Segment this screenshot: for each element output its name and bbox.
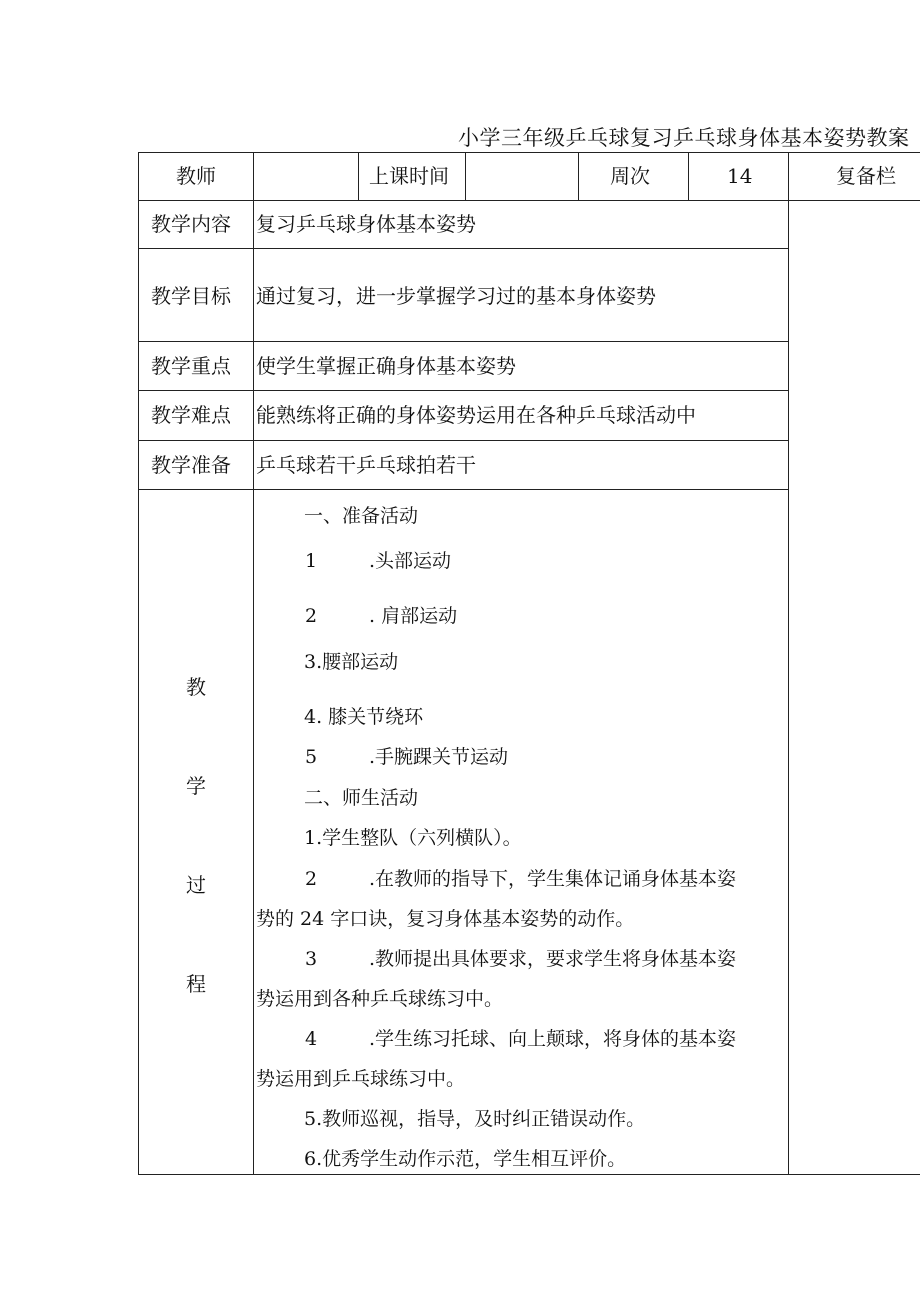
rule-label-col <box>253 152 254 1175</box>
rule-content-bottom <box>138 248 788 249</box>
activity-step <box>275 947 736 971</box>
item-number: 2 <box>305 868 318 890</box>
key-point-label: 教学重点 <box>151 354 231 378</box>
rule-left <box>138 152 139 1175</box>
process-label-char: 过 <box>186 873 206 897</box>
activity-step-continued: 势的 24 字口诀，复习身体基本姿势的动作。 <box>256 908 635 930</box>
rule-week-label <box>688 152 689 200</box>
process-label-char: 学 <box>186 774 206 798</box>
goal-label: 教学目标 <box>151 284 231 308</box>
rule-goal-bottom <box>138 341 788 342</box>
warmup-item <box>275 604 457 628</box>
item-number: 3 <box>305 948 318 970</box>
review-column-label: 复备栏 <box>836 164 896 188</box>
lesson-plan-table <box>138 152 920 1175</box>
activity-step <box>275 867 736 891</box>
preparation-label: 教学准备 <box>151 453 231 477</box>
week-label: 周次 <box>610 164 650 188</box>
rule-key-bottom <box>138 390 788 391</box>
week-value: 14 <box>727 164 753 188</box>
document-title: 小学三年级乒乓球复习乒乓球身体基本姿势教案 <box>458 126 910 150</box>
rule-header-bottom <box>138 200 920 201</box>
activity-step <box>275 1027 736 1051</box>
difficulty-value: 能熟练将正确的身体姿势运用在各种乒乓球活动中 <box>256 403 696 427</box>
rule-time-label <box>465 152 466 200</box>
activity-step: 5.教师巡视，指导，及时纠正错误动作。 <box>304 1108 646 1130</box>
preparation-value: 乒乓球若干乒乓球拍若干 <box>256 453 476 477</box>
warmup-item <box>275 549 451 573</box>
item-number: 2 <box>305 605 318 627</box>
key-point-value: 使学生掌握正确身体基本姿势 <box>256 354 516 378</box>
teacher-label: 教师 <box>176 164 216 188</box>
warmup-item <box>275 745 508 769</box>
item-number: 1 <box>305 550 318 572</box>
warmup-item: 3.腰部运动 <box>304 651 399 673</box>
process-label-char: 教 <box>186 675 206 699</box>
difficulty-label: 教学难点 <box>151 403 231 427</box>
item-text: .在教师的指导下，学生集体记诵身体基本姿 <box>369 868 737 890</box>
content-label: 教学内容 <box>151 212 231 236</box>
warmup-item: 4. 膝关节绕环 <box>304 706 424 728</box>
rule-bottom <box>138 1174 920 1175</box>
item-text: .手腕踝关节运动 <box>369 746 509 768</box>
item-text: . 肩部运动 <box>369 605 458 627</box>
rule-top <box>138 152 920 153</box>
activity-step-continued: 势运用到乒乓球练习中。 <box>256 1068 466 1090</box>
activity-step-continued: 势运用到各种乒乓球练习中。 <box>256 988 504 1010</box>
item-number: 4 <box>305 1028 318 1050</box>
goal-value: 通过复习，进一步掌握学习过的基本身体姿势 <box>256 284 656 308</box>
rule-time-value <box>578 152 579 200</box>
process-label-char: 程 <box>186 972 206 996</box>
class-time-label: 上课时间 <box>369 164 449 188</box>
activity-step: 1.学生整队（六列横队）。 <box>304 827 522 849</box>
rule-prep-bottom <box>138 489 788 490</box>
item-number: 5 <box>305 746 318 768</box>
item-text: .学生练习托球、向上颠球，将身体的基本姿 <box>369 1028 737 1050</box>
item-text: .头部运动 <box>369 550 452 572</box>
rule-teacher-value <box>358 152 359 200</box>
rule-review-col <box>788 152 789 1175</box>
section-title: 二、师生活动 <box>304 787 419 809</box>
item-text: .教师提出具体要求，要求学生将身体基本姿 <box>369 948 737 970</box>
content-value: 复习乒乓球身体基本姿势 <box>256 212 476 236</box>
section-title: 一、准备活动 <box>304 505 419 527</box>
activity-step: 6.优秀学生动作示范，学生相互评价。 <box>304 1148 627 1170</box>
rule-difficulty-bottom <box>138 440 788 441</box>
